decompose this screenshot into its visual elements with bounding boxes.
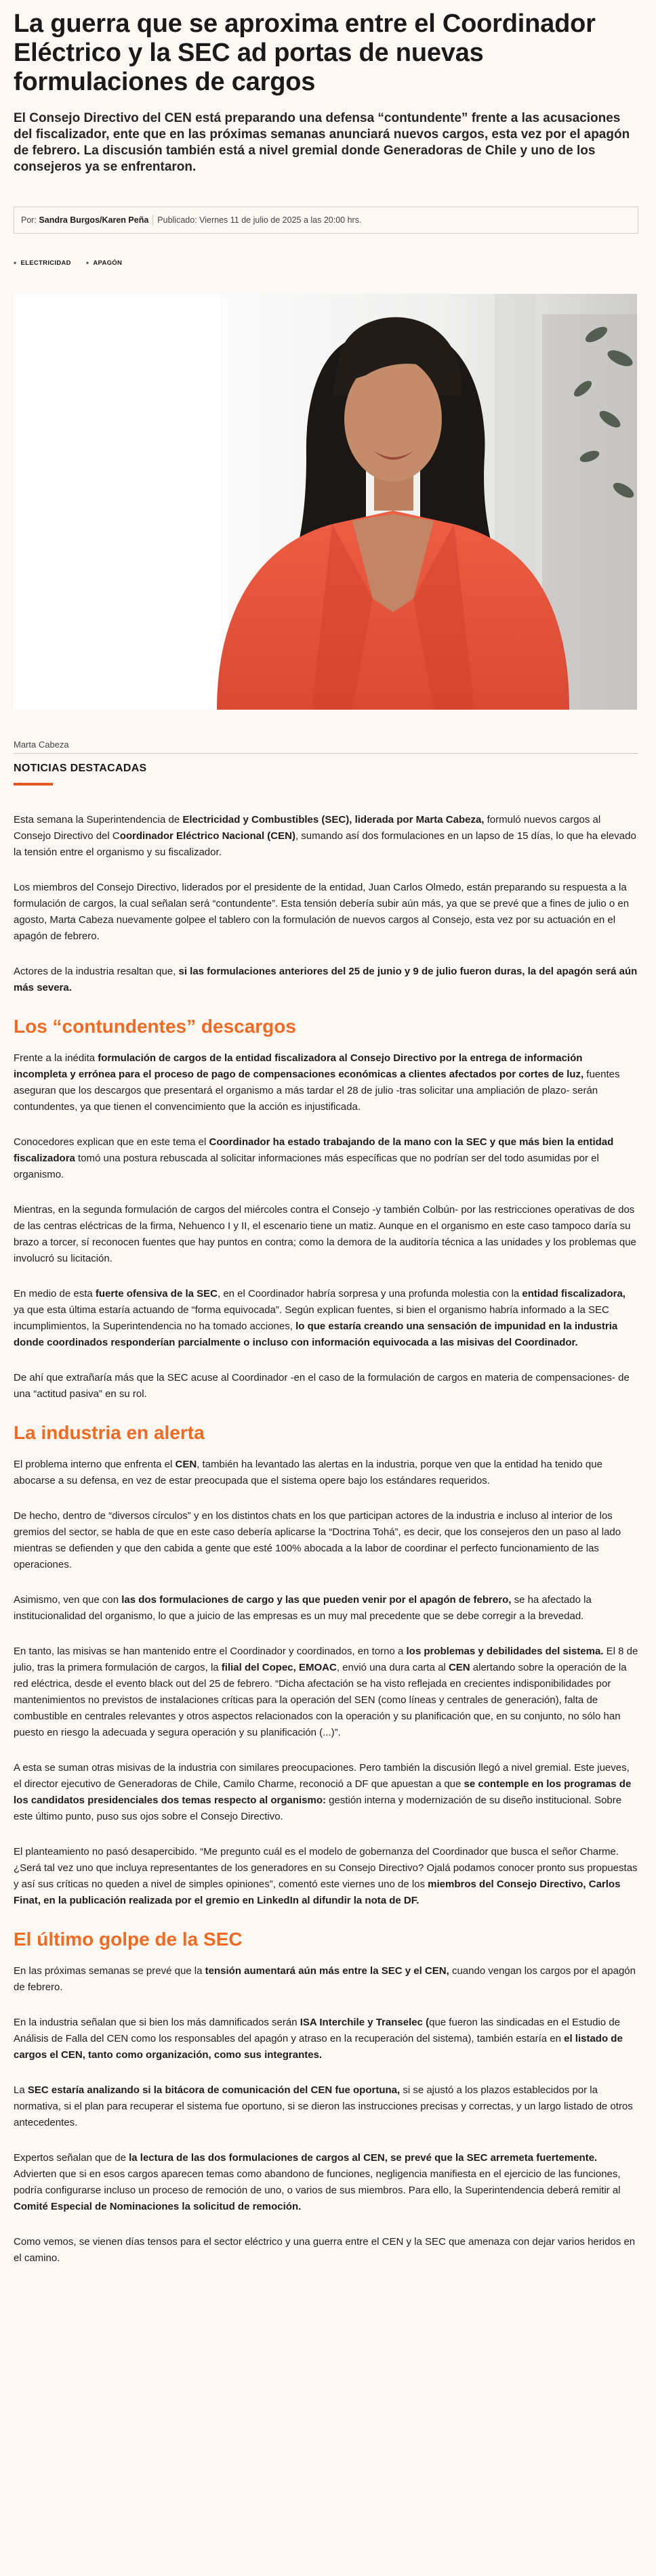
emphasis-text: lo que estaría creando una sensación de impunidad en la industria donde coordinados responderían parcialmente o incluso con información equivocada a las misivas del Coordinador. (14, 1321, 618, 1348)
emphasis-text: los problemas y debilidades del sistema. (406, 1646, 604, 1657)
body-paragraph: En las próximas semanas se prevé que la tensión aumentará aún más entre la SEC y el CEN, cuando vengan los cargos por el apagón de febrero. (14, 1965, 636, 1993)
emphasis-text: CEN (175, 1459, 197, 1470)
emphasis-text: Electricidad y Combustibles (SEC), liderada por Marta Cabeza, (182, 814, 485, 825)
emphasis-text: Comité Especial de Nominaciones la solicitud de remoción. (14, 2201, 302, 2212)
emphasis-text: el listado de cargos el CEN, tanto como organización, como sus integrantes. (14, 2033, 623, 2061)
emphasis-text: formulación de cargos de la entidad fiscalizadora al Consejo Directivo por la entrega de información incompleta y errónea para el proceso de pago de compensaciones económicas a clientes afectados por cortes de luz, (14, 1052, 584, 1080)
article-title: La guerra que se aproxima entre el Coordinador Eléctrico y la SEC ad portas de nuevas formulaciones de cargos (14, 9, 596, 96)
emphasis-text: oordinador Eléctrico Nacional (CEN) (119, 830, 295, 842)
body-paragraph: En medio de esta fuerte ofensiva de la SEC, en el Coordinador habría sorpresa y una profunda molestia con la entidad fiscalizadora, ya que esta última estaría actuando de “forma equivocada”. Según explican fuentes, si bien el organismo habría informado a la SEC incumplimientos, la Superintendencia no ha tomado acciones, lo que estaría creando una sensación de impunidad en la industria donde coordinados responderían parcialmente o incluso con información equivocada a las misivas del Coordinador. (14, 1288, 626, 1348)
tag-electricidad[interactable] (14, 259, 71, 267)
emphasis-text: si las formulaciones anteriores del 25 de junio y 9 de julio fueron duras, la del apagón será aún más severa. (14, 966, 638, 993)
section-heading: El último golpe de la SEC (14, 1929, 243, 1950)
body-paragraph: Los miembros del Consejo Directivo, liderados por el presidente de la entidad, Juan Carlos Olmedo, están preparando su respuesta a la formulación de cargos, la cual señalan será “contundente”. Esta tensión debería subir aún más, ya que se prevé que a fines de julio o en agosto, Marta Cabeza nuevamente golpee el tablero con la formulación de nuevos cargos al Consejo, esta vez por su actuación en el apagón de febrero. (14, 882, 630, 942)
byline-prefix: Por: (21, 215, 37, 225)
section-heading: Los “contundentes” descargos (14, 1016, 296, 1037)
section-heading: La industria en alerta (14, 1422, 205, 1443)
body-paragraph: A esta se suman otras misivas de la industria con similares preocupaciones. Pero también la discusión llegó a nivel gremial. Este jueves, el director ejecutivo de Generadoras de Chile, Camilo Charme, reconoció a DF que apuestan a que se contemple en los programas de los candidatos presidenciales dos temas respecto al organismo: gestión interna y modernización de su diseño institucional. Sobre este último punto, puso sus ojos sobre el Consejo Directivo. (14, 1762, 632, 1822)
body-paragraph: El problema interno que enfrenta el CEN, también ha levantado las alertas en la industria, porque ven que la entidad ha tenido que abocarse a su defensa, en vez de estar preocupada que el sistema opere bajo los estándares requeridos. (14, 1459, 602, 1486)
byline-divider (152, 215, 153, 226)
article-header (14, 9, 638, 97)
emphasis-text: tensión aumentará aún más entre la SEC y el CEN, (205, 1965, 449, 1977)
emphasis-text: Coordinador ha estado trabajando de la mano con la SEC y que más bien la entidad fiscalizadora (14, 1136, 614, 1164)
byline (14, 207, 638, 234)
byline-published: Publicado: Viernes 11 de julio de 2025 a las 20:00 hrs. (157, 215, 362, 225)
article-body (14, 812, 638, 2285)
body-paragraph: Frente a la inédita formulación de cargos de la entidad fiscalizadora al Consejo Directivo por la entrega de información incompleta y errónea para el proceso de pago de compensaciones económicas a clientes afectados por cortes de luz, fuentes aseguran que los descargos que presentará el organismo a más tardar el 28 de julio -tras solicitar una ampliación de plazo- serán contundentes, ya que tienen el convencimiento que la acción es injustificada. (14, 1052, 620, 1113)
body-paragraph: El planteamiento no pasó desapercibido. “Me pregunto cuál es el modelo de gobernanza del Coordinador que busca el señor Charme. ¿Será tal vez uno que incluya representantes de los generadores en su Consejo Directivo? Ojalá podamos conocer pronto sus propuestas y así sus críticas no queden a nivel de simples opiniones”, comentó este viernes uno de los miembros del Consejo Directivo, Carlos Finat, en la publicación realizada por el gremio en LinkedIn al difundir la nota de DF. (14, 1846, 638, 1906)
emphasis-text: entidad fiscalizadora, (522, 1288, 626, 1300)
tag-bullet-icon: • (85, 258, 89, 267)
body-paragraph: Expertos señalan que de la lectura de las dos formulaciones de cargos al CEN, se prevé que la SEC arremeta fuertemente. Advierten que si en esos cargos aparecen temas como abandono de funciones, negligencia manifiesta en el ejercicio de las funciones, podría configurarse incluso un proceso de remoción de uno, o varios de sus miembros. Para ello, la Superintendencia deberá remitir al Comité Especial de Nominaciones la solicitud de remoción. (14, 2152, 621, 2212)
emphasis-text: la lectura de las dos formulaciones de cargos al CEN, se prevé que la SEC arremeta fuertemente. (129, 2152, 598, 2164)
body-paragraph: Esta semana la Superintendencia de Electricidad y Combustibles (SEC), liderada por Marta Cabeza, formuló nuevos cargos al Consejo Directivo del Coordinador Eléctrico Nacional (CEN), sumando así dos formulaciones en un lapso de 15 días, lo que ha elevado la tensión entre el organismo y su fiscalizador. (14, 814, 636, 858)
emphasis-text: las dos formulaciones de cargo y las que pueden venir por el apagón de febrero, (121, 1594, 512, 1606)
body-paragraph: De ahí que extrañaría más que la SEC acuse al Coordinador -en el caso de la formulación de cargos en materia de compensaciones- de una “actitud pasiva” en su rol. (14, 1372, 630, 1400)
tag-list (14, 259, 638, 267)
emphasis-text: SEC estaría analizando si la bitácora de comunicación del CEN fue oportuna, (27, 2084, 401, 2096)
featured-news-heading[interactable]: NOTICIAS DESTACADAS (14, 763, 147, 774)
emphasis-text: ISA Interchile y Transelec ( (300, 2017, 430, 2028)
tag-label: APAGÓN (93, 259, 123, 267)
body-paragraph: En la industria señalan que si bien los más damnificados serán ISA Interchile y Transelec (que fueron las sindicadas en el Estudio de Análisis de Falla del CEN como los responsables del apagón y atraso en la recuperación del sistema), también estaría en el listado de cargos el CEN, tanto como organización, como sus integrantes. (14, 2017, 623, 2061)
body-paragraph: Como vemos, se vienen días tensos para el sector eléctrico y una guerra entre el CEN y la SEC que amenaza con dejar varios heridos en el camino. (14, 2236, 636, 2264)
emphasis-text: CEN (448, 1662, 470, 1673)
body-paragraph: Asimismo, ven que con las dos formulaciones de cargo y las que pueden venir por el apagón de febrero, se ha afectado la institucionalidad del organismo, lo que a juicio de las empresas es un muy mal precedente que se debe corregir a la brevedad. (14, 1594, 592, 1622)
emphasis-text: miembros del Consejo Directivo, Carlos Finat, en la publicación realizada por el gremio en LinkedIn al difundir la nota de DF. (14, 1879, 621, 1906)
emphasis-text: fuerte ofensiva de la SEC (95, 1288, 218, 1300)
body-paragraph: Conocedores explican que en este tema el Coordinador ha estado trabajando de la mano con la SEC y que más bien la entidad fiscalizadora tomó una postura rebuscada al solicitar informaciones más específicas que no podrían ser del todo asumidas por el organismo. (14, 1136, 614, 1180)
emphasis-text: filial del Copec, EMOAC (221, 1662, 337, 1673)
article-lead: El Consejo Directivo del CEN está preparando una defensa “contundente” frente a las acusaciones del fiscalizador, ente que en las próximas semanas anunciará nuevos cargos, esta vez por el apagón de febrero. La discusión también está a nivel gremial donde Generadoras de Chile y uno de los consejeros ya se enfrentaron. (14, 111, 630, 174)
body-paragraph: Actores de la industria resaltan que, si las formulaciones anteriores del 25 de junio y 9 de julio fueron duras, la del apagón será aún más severa. (14, 966, 638, 993)
lead-container (14, 110, 638, 175)
featured-accent-bar (14, 783, 53, 786)
body-paragraph: Mientras, en la segunda formulación de cargos del miércoles contra el Consejo -y también Colbún- por las restricciones operativas de dos de las centras eléctricas de la firma, Nehuenco I y II, el escenario tiene un matiz. Aunque en el organismo en este caso tampoco daría su brazo a torcer, sí reconocen fuentes que hay puntos en contra; como la demora de la auditoría técnica a las unidades y los problemas que involucró su licitación. (14, 1204, 636, 1264)
portrait-illustration (14, 294, 637, 710)
body-paragraph: De hecho, dentro de “diversos círculos” y en los distintos chats en los que participan actores de la industria e incluso al interior de los gremios del sector, se habla de que en este caso debería aplicarse la “Doctrina Tohá”, es decir, que los consejeros den un paso al lado mientras se defienden y que den cabida a gente que esté 100% abocada a la labor de coordinar el perfecto funcionamiento de las operaciones. (14, 1510, 621, 1570)
byline-authors[interactable]: Sandra Burgos/Karen Peña (39, 215, 149, 225)
tag-apagon[interactable] (86, 259, 122, 267)
emphasis-text: se contemple en los programas de los candidatos presidenciales dos temas respecto al organismo: (14, 1778, 632, 1806)
tag-label: ELECTRICIDAD (20, 259, 71, 267)
body-paragraph: En tanto, las misivas se han mantenido entre el Coordinador y coordinados, en torno a los problemas y debilidades del sistema. El 8 de julio, tras la primera formulación de cargos, la filial del Copec, EMOAC, envió una dura carta al CEN alertando sobre la operación de la red eléctrica, desde el evento black out del 25 de febrero. “Dicha afectación se ha visto reflejada en crecientes indisponibilidades por mantenimientos no previstos de instalaciones críticas para la operación del SEN (como líneas y centrales de generación), falta de combustible en centrales relevantes y otros aspectos relacionados con la operación y su planificación que, en su conjunto, no sólo han puesto en riesgo la adecuada y segura operación y su planificación (...)”. (14, 1646, 638, 1738)
body-paragraph: La SEC estaría analizando si la bitácora de comunicación del CEN fue oportuna, si se ajustó a los plazos establecidos por la normativa, si el plan para recuperar el sistema fue oportuno, si se dieron las instrucciones precisas y correctas, y un largo listado de otros antecedentes. (14, 2084, 633, 2128)
caption-divider (14, 753, 638, 754)
photo-caption: Marta Cabeza (14, 739, 69, 750)
article-photo (14, 294, 637, 710)
tag-bullet-icon: • (14, 258, 17, 267)
